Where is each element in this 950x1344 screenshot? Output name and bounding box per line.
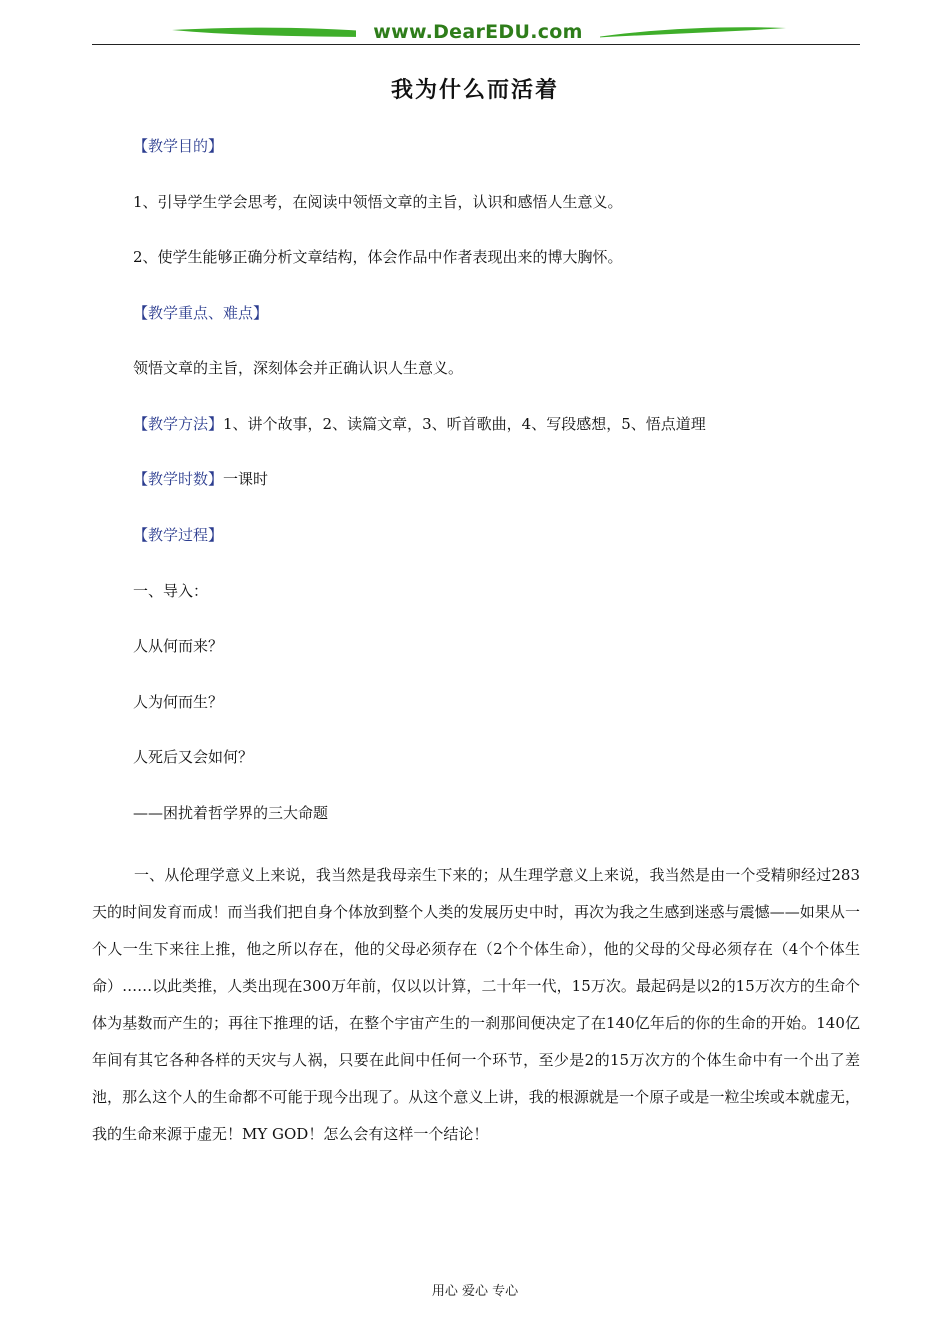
question-2: 人为何而生？ <box>133 693 224 711</box>
page-title: 我为什么而活着 <box>390 77 559 103</box>
method-heading: 【教学方法】 <box>133 415 224 433</box>
body-paragraph: 一、从伦理学意义上来说，我当然是我母亲生下来的；从生理学意义上来说，我当然是由一个受精卵经过283天的时间发育而成！而当我们把自身个体放到整个人类的发展历史中时，再次为我之生感到迷惑与震憾——如果从一个人一生下来往上推，他之所以存在，他的父母必须存在（2个个体生命），他的父母的父母必须存在（4个个体生命）……以此类推，人类出现在300万年前，仅以以计算，二十年一代，15万次。最起码是以2的15万次方的生命个体为基数而产生的；再往下推理的话，在整个宇宙产生的一刹那间便决定了在140亿年后的你的生命的开始。140亿年间有其它各种各样的天灾与人祸，只要在此间中任何一个环节，至少是2的15万次方的个体生命中有一个出了差池，那么这个人的生命都不可能于现今出现了。从这个意义上讲，我的根源就是一个原子或是一粒尘埃或本就虚无，我的生命来源于虚无！MY GOD！怎么会有这样一个结论！ <box>92 866 860 1143</box>
question-1: 人从何而来？ <box>133 637 224 655</box>
header-rule <box>92 44 860 45</box>
time-text: 一课时 <box>223 470 269 488</box>
site-header <box>92 18 860 48</box>
method-text: 1、讲个故事，2、读篇文章，3、听首歌曲，4、写段感想，5、悟点道理 <box>223 415 706 433</box>
time-line <box>133 468 268 490</box>
time-heading: 【教学时数】 <box>133 470 224 488</box>
aim-heading: 【教学目的】 <box>133 137 224 155</box>
process-heading: 【教学过程】 <box>133 526 224 544</box>
aim-item-1: 1、引导学生学会思考，在阅读中领悟文章的主旨，认识和感悟人生意义。 <box>133 193 623 211</box>
propositions-note: ——困扰着哲学界的三大命题 <box>133 804 329 822</box>
question-3: 人死后又会如何？ <box>133 748 254 766</box>
right-swoosh-graphic <box>588 24 788 44</box>
key-points-heading: 【教学重点、难点】 <box>133 304 269 322</box>
site-logo: www.DearEDU.com <box>356 21 600 43</box>
intro-label: 一、导入： <box>133 582 209 600</box>
page-footer: 用心 爱心 专心 <box>431 1284 519 1299</box>
key-points-text: 领悟文章的主旨，深刻体会并正确认识人生意义。 <box>133 359 464 377</box>
method-line <box>133 413 706 435</box>
aim-item-2: 2、使学生能够正确分析文章结构，体会作品中作者表现出来的博大胸怀。 <box>133 248 623 266</box>
